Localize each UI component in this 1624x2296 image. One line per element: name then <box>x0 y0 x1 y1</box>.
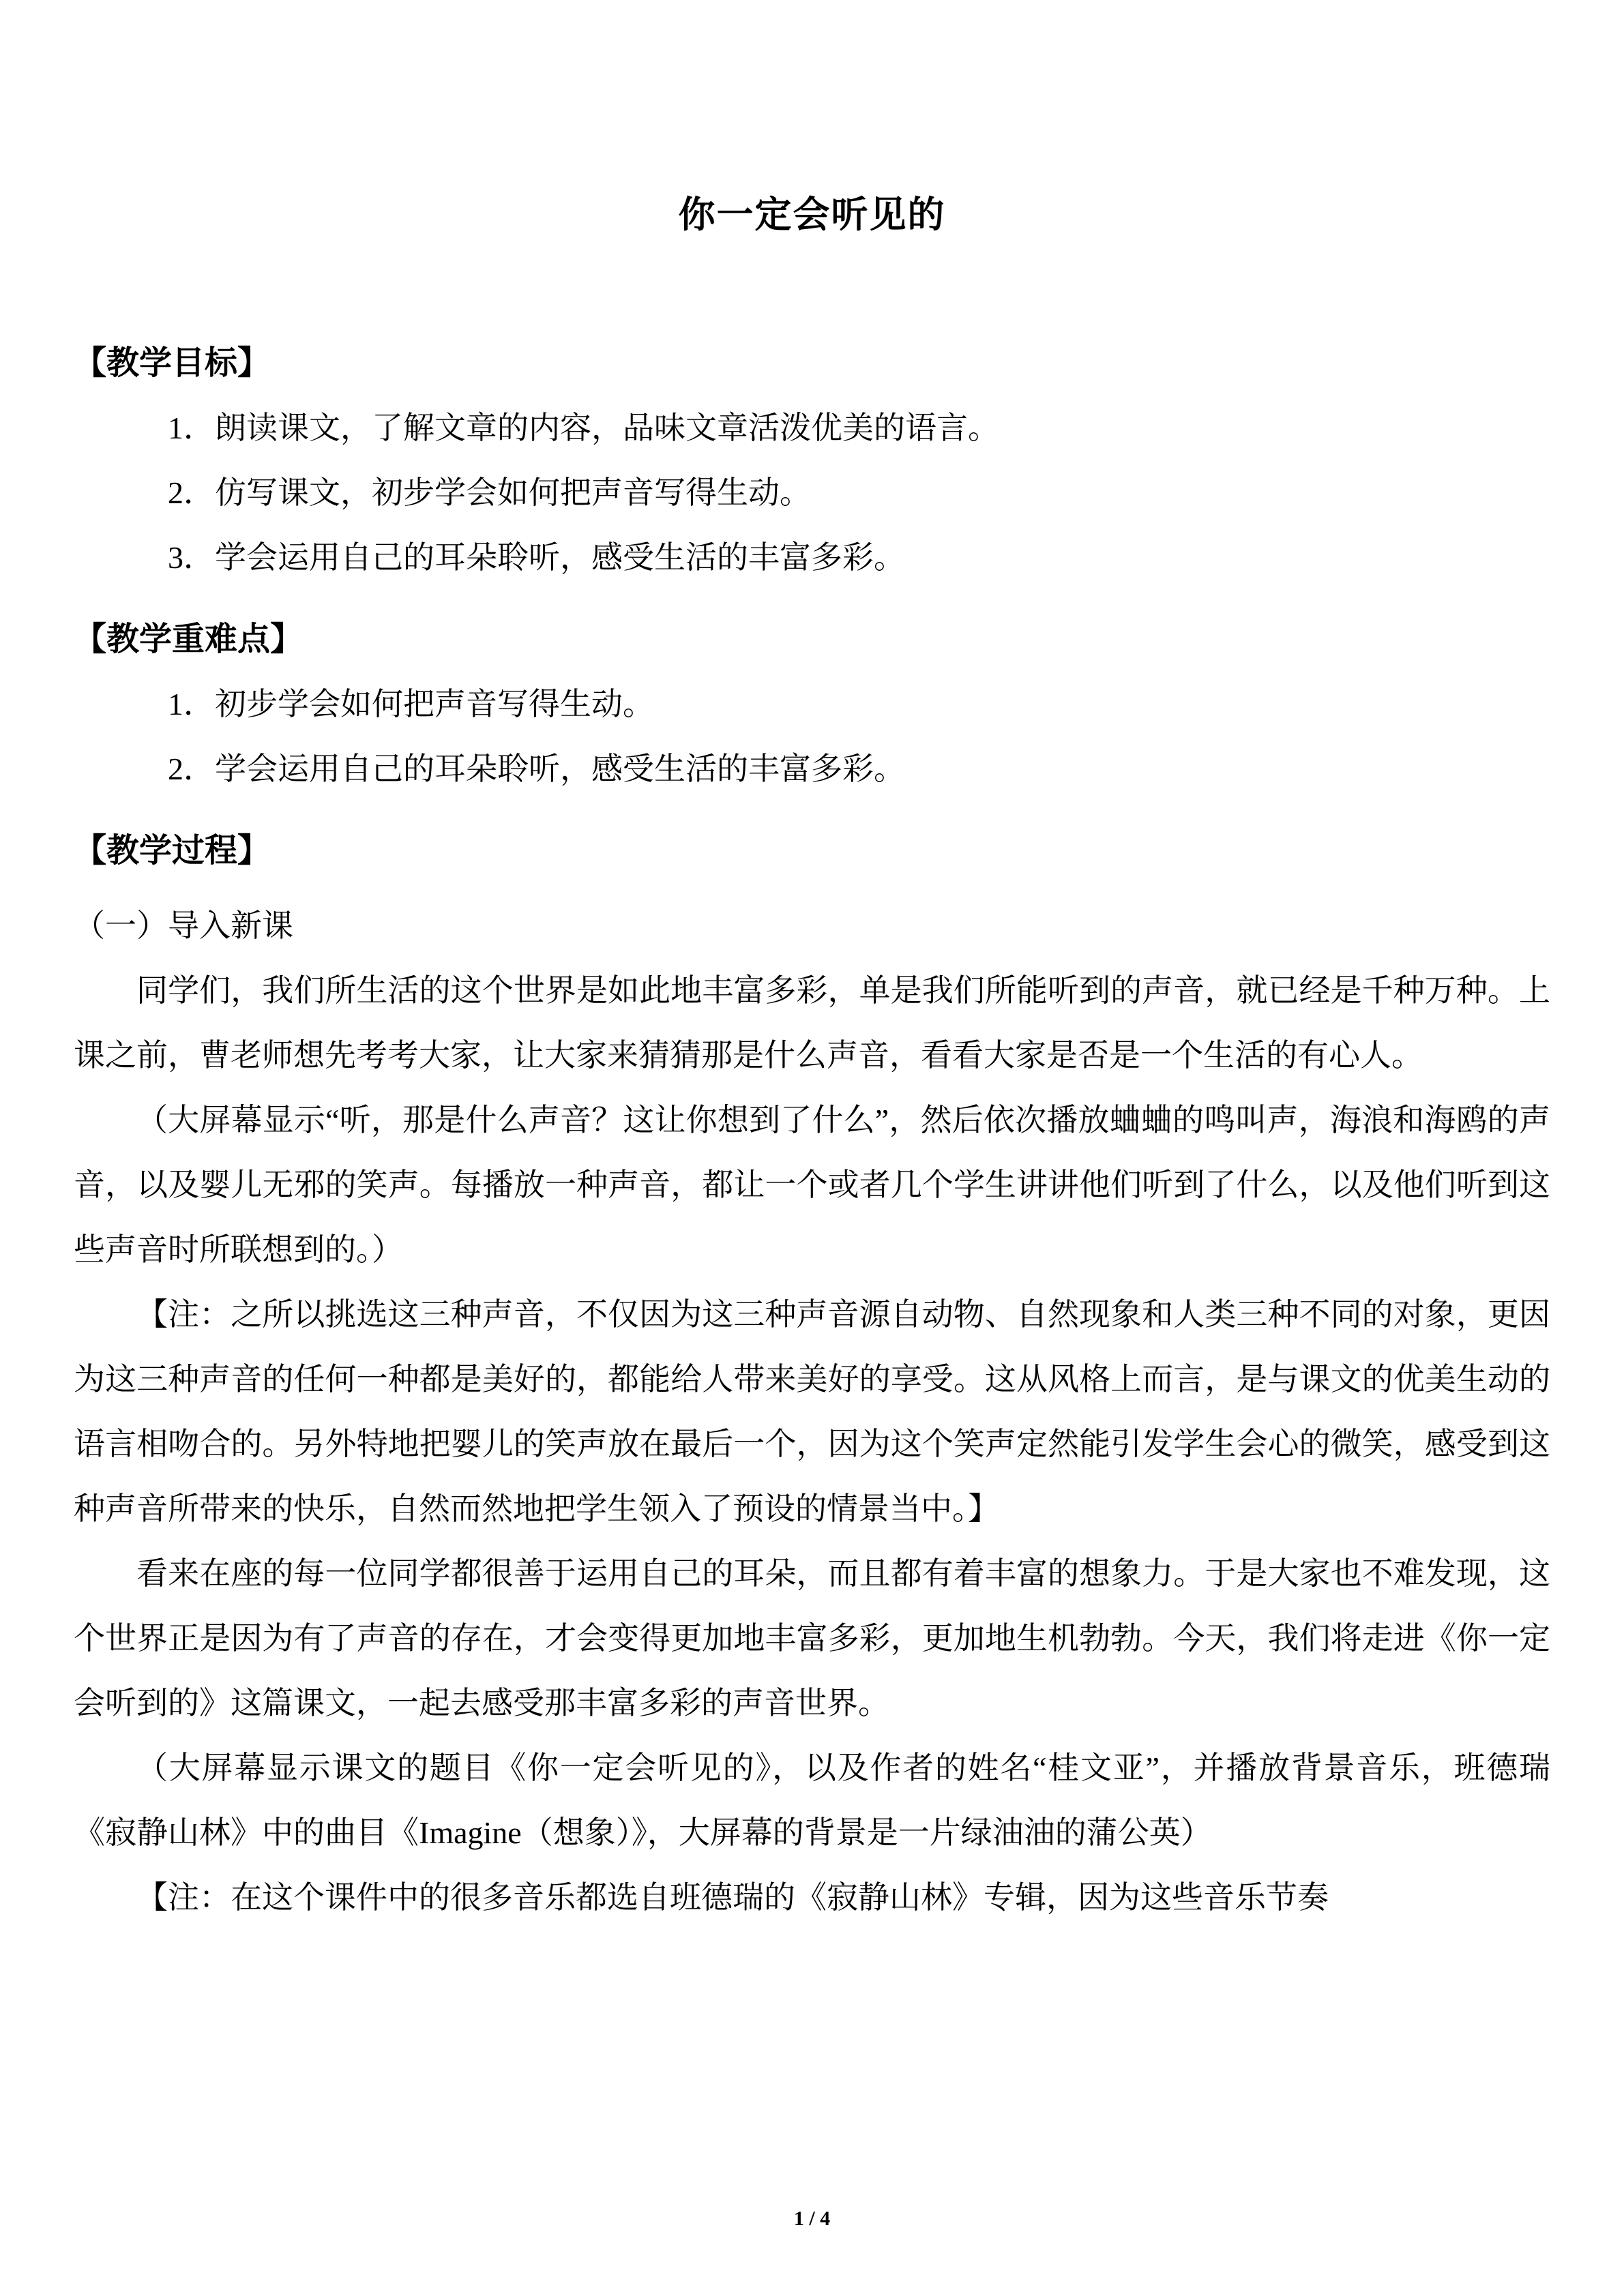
objective-item-2: 2．仿写课文，初步学会如何把声音写得生动。 <box>168 475 811 510</box>
section-heading-process: 【教学过程】 <box>74 833 271 869</box>
section-heading-objectives: 【教学目标】 <box>74 345 271 381</box>
key-point-item-2: 2．学会运用自己的耳朵聆听，感受生活的丰富多彩。 <box>168 751 905 786</box>
key-point-item-1: 1．初步学会如何把声音写得生动。 <box>168 687 654 721</box>
document-title: 你一定会听见的 <box>678 194 946 235</box>
paragraph-screen-title: （大屏幕显示课文的题目《你一定会听见的》，以及作者的姓名“桂文亚”，并播放背景音乐，班德瑞《寂静山林》中的曲目《Imagine（想象）》，大屏幕的背景是一片绿油油的蒲公英） <box>74 1750 1550 1850</box>
objective-item-1: 1．朗读课文，了解文章的内容，品味文章活泼优美的语言。 <box>168 411 999 445</box>
page-number: 1 / 4 <box>793 2207 831 2230</box>
section-heading-key-points: 【教学重难点】 <box>74 621 304 657</box>
paragraph-transition: 看来在座的每一位同学都很善于运用自己的耳朵，而且都有着丰富的想象力。于是大家也不难发现，这个世界正是因为有了声音的存在，才会变得更加地丰富多彩，更加地生机勃勃。今天，我们将走进《你一定会听到的》这篇课文，一起去感受那丰富多彩的声音世界。 <box>74 1556 1550 1720</box>
paragraph-note-sound-choice: 【注：之所以挑选这三种声音，不仅因为这三种声音源自动物、自然现象和人类三种不同的对象，更因为这三种声音的任何一种都是美好的，都能给人带来美好的享受。这从风格上而言，是与课文的优美生动的语言相吻合的。另外特地把婴儿的笑声放在最后一个，因为这个笑声定然能引发学生会心的微笑，感受到这种声音所带来的快乐，自然而然地把学生领入了预设的情景当中。】 <box>74 1297 1550 1526</box>
paragraph-screen-sounds: （大屏幕显示“听，那是什么声音？这让你想到了什么”，然后依次播放蛐蛐的鸣叫声，海浪和海鸥的声音，以及婴儿无邪的笑声。每播放一种声音，都让一个或者几个学生讲讲他们听到了什么，以及他们听到这些声音时所联想到的。） <box>74 1103 1550 1267</box>
paragraph-note-music: 【注：在这个课件中的很多音乐都选自班德瑞的《寂静山林》专辑，因为这些音乐节奏 <box>136 1880 1329 1915</box>
objective-item-3: 3．学会运用自己的耳朵聆听，感受生活的丰富多彩。 <box>168 540 905 575</box>
paragraph-lead-in-heading: （一）导入新课 <box>74 908 293 943</box>
paragraph-intro: 同学们，我们所生活的这个世界是如此地丰富多彩，单是我们所能听到的声音，就已经是千种万种。上课之前，曹老师想先考考大家，让大家来猜猜那是什么声音，看看大家是否是一个生活的有心人。 <box>74 973 1550 1073</box>
